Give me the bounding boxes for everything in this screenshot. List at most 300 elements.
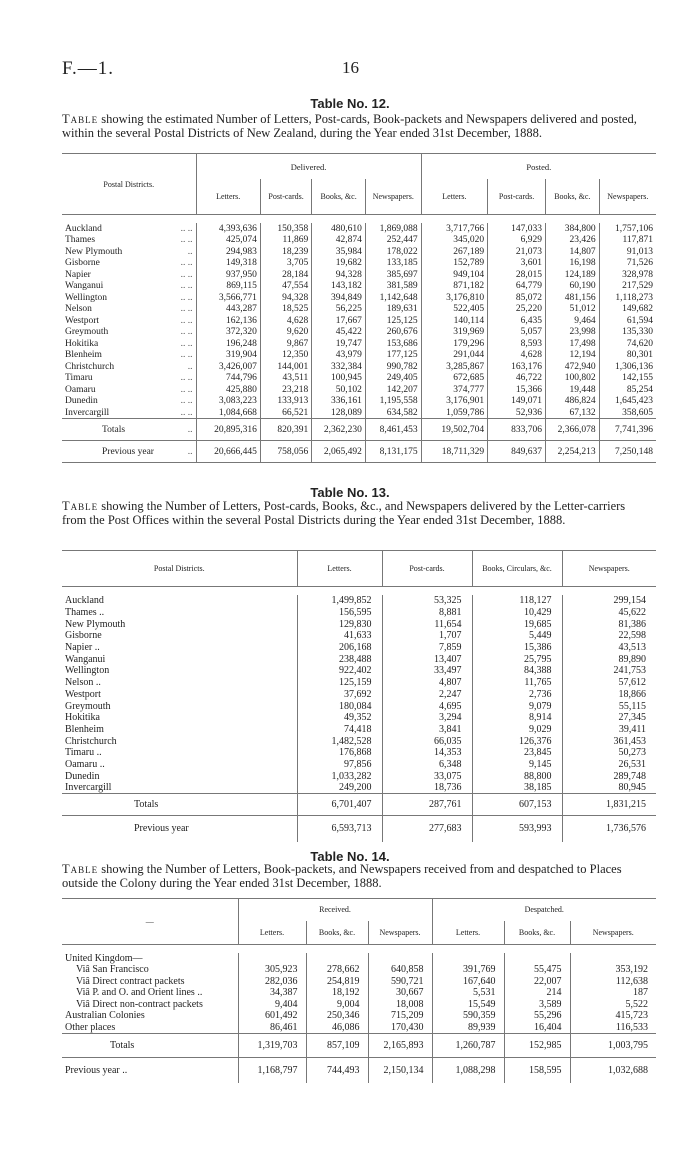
table-cell: 381,589 xyxy=(365,281,421,293)
table-row xyxy=(62,999,656,1011)
table-cell: 28,184 xyxy=(260,269,311,281)
table12-col-header: Post-cards. xyxy=(488,179,546,214)
table-cell: 55,115 xyxy=(562,700,656,712)
table14-spacer-cell xyxy=(62,945,656,954)
district-name: Thames xyxy=(65,235,96,246)
table-cell: 2,150,134 xyxy=(368,1057,432,1083)
table-cell: 178,022 xyxy=(365,246,421,258)
table-cell: 7,250,148 xyxy=(599,441,656,463)
table-cell: 319,969 xyxy=(421,327,487,339)
table13-title: Table No. 13. xyxy=(310,485,390,500)
table-cell: 305,923 xyxy=(238,964,306,976)
table13-caption xyxy=(62,499,642,527)
table-cell: 74,418 xyxy=(297,724,382,736)
table-cell: 126,376 xyxy=(472,735,562,747)
table-cell: 84,388 xyxy=(472,665,562,677)
table-cell: 385,697 xyxy=(365,269,421,281)
table-cell: 9,079 xyxy=(472,700,562,712)
table14-caption xyxy=(62,862,642,890)
table-cell: 133,185 xyxy=(365,258,421,270)
table-cell xyxy=(306,953,368,964)
table-cell: 57,612 xyxy=(562,677,656,689)
row-label xyxy=(62,816,297,842)
row-label: Viâ Direct contract packets xyxy=(76,975,185,987)
district-name: Napier .. xyxy=(65,642,100,654)
table-row xyxy=(62,987,656,999)
table12-col-header: Books, &c. xyxy=(312,179,366,214)
table-cell: 345,020 xyxy=(421,235,487,247)
leader-dots: .. .. xyxy=(180,258,193,269)
table-row xyxy=(62,338,656,350)
district-name: Hokitika xyxy=(65,338,99,349)
table-cell: 249,405 xyxy=(365,373,421,385)
table-cell: 238,488 xyxy=(297,653,382,665)
district-name: Blenheim xyxy=(65,723,104,735)
row-label: Other places xyxy=(65,1021,116,1033)
table-cell: 20,895,316 xyxy=(196,419,260,441)
table-cell: 9,404 xyxy=(238,999,306,1011)
table-row xyxy=(62,419,656,441)
table-cell: 949,104 xyxy=(421,269,487,281)
table-cell: 167,640 xyxy=(432,976,504,988)
table-cell: 42,874 xyxy=(312,235,366,247)
table-cell: 206,168 xyxy=(297,642,382,654)
table-row xyxy=(62,677,656,689)
table-cell: 5,449 xyxy=(472,630,562,642)
row-label xyxy=(62,642,297,654)
table-cell: 22,007 xyxy=(504,976,570,988)
table-row xyxy=(62,441,656,463)
district-name: New Plymouth xyxy=(65,618,126,630)
table-row xyxy=(62,665,656,677)
table-cell: 5,531 xyxy=(432,987,504,999)
leader-dots: .. xyxy=(187,446,193,457)
table-cell: 60,190 xyxy=(546,281,600,293)
table-cell: 9,004 xyxy=(306,999,368,1011)
table-cell: 16,404 xyxy=(504,1022,570,1034)
table-row xyxy=(62,246,656,258)
table-cell: 17,498 xyxy=(546,338,600,350)
row-label xyxy=(62,327,196,339)
table-cell: 9,464 xyxy=(546,315,600,327)
table12-col-header: Newspapers. xyxy=(365,179,421,214)
table-cell: 336,161 xyxy=(312,396,366,408)
table-cell: 19,502,704 xyxy=(421,419,487,441)
table-cell: 374,777 xyxy=(421,384,487,396)
table14-col-header: Letters. xyxy=(238,921,306,945)
table-cell: 289,748 xyxy=(562,770,656,782)
leader-dots: .. xyxy=(187,424,193,435)
table-cell: 14,807 xyxy=(546,246,600,258)
table-cell: 287,761 xyxy=(382,794,472,816)
table-row xyxy=(62,396,656,408)
table-cell: 100,945 xyxy=(312,373,366,385)
row-label xyxy=(62,677,297,689)
table-cell: 214 xyxy=(504,987,570,999)
table-cell: 294,983 xyxy=(196,246,260,258)
district-name: Timaru .. xyxy=(65,747,102,759)
table-row xyxy=(62,1033,656,1057)
row-label xyxy=(62,735,297,747)
table-cell: 640,858 xyxy=(368,964,432,976)
table-cell: 152,789 xyxy=(421,258,487,270)
table-cell: 35,984 xyxy=(312,246,366,258)
table-cell: 25,220 xyxy=(488,304,546,316)
table-cell: 6,435 xyxy=(488,315,546,327)
table13-col-header: Post-cards. xyxy=(382,551,472,587)
table-cell: 23,426 xyxy=(546,235,600,247)
table-cell: 8,914 xyxy=(472,712,562,724)
table-cell: 22,598 xyxy=(562,630,656,642)
district-name: Totals xyxy=(134,799,159,811)
table-cell: 149,071 xyxy=(488,396,546,408)
table-cell: 41,633 xyxy=(297,630,382,642)
leader-dots: .. .. xyxy=(180,384,193,395)
row-label xyxy=(62,338,196,350)
table12-spacer-cell xyxy=(62,215,656,224)
table-cell: 26,531 xyxy=(562,759,656,771)
table-row xyxy=(62,770,656,782)
table-cell: 71,526 xyxy=(599,258,656,270)
table-cell: 1,142,648 xyxy=(365,292,421,304)
table14-col-header: Books, &c. xyxy=(306,921,368,945)
row-label: Totals xyxy=(110,1039,135,1051)
table-cell: 49,352 xyxy=(297,712,382,724)
table13 xyxy=(62,550,656,842)
table-cell: 1,869,088 xyxy=(365,223,421,235)
table12 xyxy=(62,153,656,463)
table-cell: 177,125 xyxy=(365,350,421,362)
table-cell: 86,461 xyxy=(238,1022,306,1034)
table12-caption-lead: Table xyxy=(62,112,99,126)
table-cell: 142,207 xyxy=(365,384,421,396)
table-cell: 480,610 xyxy=(312,223,366,235)
row-label xyxy=(62,595,297,607)
table-cell: 46,086 xyxy=(306,1022,368,1034)
table14-caption-text: showing the Number of Letters, Book-packets, and Newspapers received from and despatched to Places outside the Colony during the Year ended 31st December, 1888. xyxy=(62,862,622,890)
table-cell: 180,084 xyxy=(297,700,382,712)
table-cell: 278,662 xyxy=(306,964,368,976)
page-number: 16 xyxy=(342,58,359,77)
table-cell: 16,198 xyxy=(546,258,600,270)
table-cell: 593,993 xyxy=(472,816,562,842)
table-cell: 135,330 xyxy=(599,327,656,339)
district-name: Napier xyxy=(65,269,91,280)
district-name: Previous year xyxy=(134,823,189,835)
table-cell: 33,497 xyxy=(382,665,472,677)
row-label xyxy=(62,304,196,316)
table-cell: 53,325 xyxy=(382,595,472,607)
table-cell: 23,218 xyxy=(260,384,311,396)
district-name: Gisborne xyxy=(65,258,100,269)
table-cell: 56,225 xyxy=(312,304,366,316)
table-cell: 871,182 xyxy=(421,281,487,293)
table-cell: 486,824 xyxy=(546,396,600,408)
table-cell: 590,721 xyxy=(368,976,432,988)
table-cell: 162,136 xyxy=(196,315,260,327)
table-cell: 18,736 xyxy=(382,782,472,794)
table-row xyxy=(62,759,656,771)
leader-dots: .. .. xyxy=(180,407,193,418)
table-row xyxy=(62,292,656,304)
table-row xyxy=(62,653,656,665)
table-cell: 19,448 xyxy=(546,384,600,396)
row-label xyxy=(62,361,196,373)
table-cell: 61,594 xyxy=(599,315,656,327)
table-cell: 45,622 xyxy=(562,607,656,619)
table-cell: 8,881 xyxy=(382,607,472,619)
table-cell: 66,521 xyxy=(260,407,311,419)
table-cell: 43,511 xyxy=(260,373,311,385)
table-cell: 23,845 xyxy=(472,747,562,759)
table-cell: 128,089 xyxy=(312,407,366,419)
table-cell: 64,779 xyxy=(488,281,546,293)
table-cell: 85,254 xyxy=(599,384,656,396)
table-cell: 47,554 xyxy=(260,281,311,293)
table-row xyxy=(62,269,656,281)
table-cell: 158,595 xyxy=(504,1057,570,1083)
district-name: Oamaru xyxy=(65,384,96,395)
row-label xyxy=(62,441,196,463)
table-cell: 472,940 xyxy=(546,361,600,373)
table-cell: 52,936 xyxy=(488,407,546,419)
table-cell: 6,701,407 xyxy=(297,794,382,816)
table-cell: 715,209 xyxy=(368,1010,432,1022)
table-cell: 1,645,423 xyxy=(599,396,656,408)
table-cell: 990,782 xyxy=(365,361,421,373)
table-cell: 415,723 xyxy=(570,1010,656,1022)
table-row xyxy=(62,964,656,976)
table-cell: 45,422 xyxy=(312,327,366,339)
table-cell: 11,654 xyxy=(382,618,472,630)
table-cell: 833,706 xyxy=(488,419,546,441)
table-cell: 3,083,223 xyxy=(196,396,260,408)
table-cell: 55,475 xyxy=(504,964,570,976)
table-row xyxy=(62,304,656,316)
district-name: Totals xyxy=(102,424,126,435)
document-ref: F.—1. xyxy=(62,58,115,79)
table-cell: 277,683 xyxy=(382,816,472,842)
table-row xyxy=(62,235,656,247)
table-cell: 89,890 xyxy=(562,653,656,665)
table-cell: 20,666,445 xyxy=(196,441,260,463)
table-cell: 100,802 xyxy=(546,373,600,385)
table-cell: 1,118,273 xyxy=(599,292,656,304)
district-name: Nelson .. xyxy=(65,677,101,689)
row-label: Australian Colonies xyxy=(65,1010,145,1022)
district-name: Hokitika xyxy=(65,712,100,724)
district-name: Westport xyxy=(65,688,101,700)
table-cell: 14,353 xyxy=(382,747,472,759)
table-cell: 94,328 xyxy=(312,269,366,281)
table-cell: 8,131,175 xyxy=(365,441,421,463)
table-cell: 176,868 xyxy=(297,747,382,759)
district-name: Auckland xyxy=(65,223,102,234)
table14-group-received: Received. xyxy=(238,899,432,921)
table-row xyxy=(62,315,656,327)
table12-caption xyxy=(62,112,642,140)
row-label xyxy=(62,258,196,270)
district-name: New Plymouth xyxy=(65,246,123,257)
table-cell: 97,856 xyxy=(297,759,382,771)
table12-group-posted: Posted. xyxy=(421,154,656,180)
table-row xyxy=(62,407,656,419)
table-cell: 15,549 xyxy=(432,999,504,1011)
table13-caption-text: showing the Number of Letters, Post-cards, Books, &c., and Newspapers delivered by the Letter-carriers from the Post Offices within the several Postal Districts during the Year ended 31st December, 1888. xyxy=(62,499,626,527)
table-row xyxy=(62,782,656,794)
table-cell: 1,499,852 xyxy=(297,595,382,607)
row-label xyxy=(62,759,297,771)
row-label xyxy=(62,618,297,630)
leader-dots: .. .. xyxy=(180,338,193,349)
table-cell: 4,628 xyxy=(488,350,546,362)
table-cell: 217,529 xyxy=(599,281,656,293)
table-cell: 4,628 xyxy=(260,315,311,327)
row-label xyxy=(62,794,297,816)
table-cell: 80,301 xyxy=(599,350,656,362)
table-cell: 869,115 xyxy=(196,281,260,293)
table-cell: 1,084,668 xyxy=(196,407,260,419)
table12-col-header: Newspapers. xyxy=(599,179,656,214)
table-cell: 46,722 xyxy=(488,373,546,385)
table-cell: 8,461,453 xyxy=(365,419,421,441)
table-cell: 116,533 xyxy=(570,1022,656,1034)
table-cell: 1,736,576 xyxy=(562,816,656,842)
district-name: Thames .. xyxy=(65,607,105,619)
table-cell: 13,407 xyxy=(382,653,472,665)
table-cell: 937,950 xyxy=(196,269,260,281)
table-cell: 140,114 xyxy=(421,315,487,327)
table14 xyxy=(62,898,656,1083)
table-cell: 353,192 xyxy=(570,964,656,976)
district-name: Greymouth xyxy=(65,327,109,338)
table-cell: 601,492 xyxy=(238,1010,306,1022)
leader-dots: .. .. xyxy=(180,269,193,280)
table-cell: 384,800 xyxy=(546,223,600,235)
table14-group-despatched: Despatched. xyxy=(432,899,656,921)
table-cell: 19,747 xyxy=(312,338,366,350)
table-cell: 481,156 xyxy=(546,292,600,304)
table-cell: 2,165,893 xyxy=(368,1033,432,1057)
table-cell: 252,447 xyxy=(365,235,421,247)
district-name: Christchurch xyxy=(65,735,117,747)
table-cell: 1,831,215 xyxy=(562,794,656,816)
table12-title: Table No. 12. xyxy=(310,96,390,111)
row-label: Viâ San Francisco xyxy=(76,964,149,976)
table-cell: 50,102 xyxy=(312,384,366,396)
table14-spacer xyxy=(62,945,656,954)
table-cell: 1,032,688 xyxy=(570,1057,656,1083)
table-row xyxy=(62,747,656,759)
row-label xyxy=(62,747,297,759)
table-cell: 43,513 xyxy=(562,642,656,654)
table-cell: 147,033 xyxy=(488,223,546,235)
table13-col-header: Newspapers. xyxy=(562,551,656,587)
table14-corner: — xyxy=(62,899,238,945)
table-cell: 1,306,136 xyxy=(599,361,656,373)
table-cell: 66,035 xyxy=(382,735,472,747)
table-cell: 3,841 xyxy=(382,724,472,736)
table12-group-delivered: Delivered. xyxy=(196,154,421,180)
district-name: Timaru xyxy=(65,373,93,384)
table-cell: 607,153 xyxy=(472,794,562,816)
table-cell: 3,705 xyxy=(260,258,311,270)
table-cell: 443,287 xyxy=(196,304,260,316)
table-cell: 30,667 xyxy=(368,987,432,999)
district-name: Invercargill xyxy=(65,407,110,418)
row-label xyxy=(62,665,297,677)
district-name: Gisborne xyxy=(65,630,102,642)
table-cell: 39,411 xyxy=(562,724,656,736)
table-row xyxy=(62,361,656,373)
table-cell: 4,695 xyxy=(382,700,472,712)
table-cell: 15,366 xyxy=(488,384,546,396)
table-cell: 1,319,703 xyxy=(238,1033,306,1057)
table-cell: 23,998 xyxy=(546,327,600,339)
table-cell: 7,859 xyxy=(382,642,472,654)
table-cell: 260,676 xyxy=(365,327,421,339)
table-cell: 142,155 xyxy=(599,373,656,385)
table-cell: 3,294 xyxy=(382,712,472,724)
table-cell: 112,638 xyxy=(570,976,656,988)
district-name: Westport xyxy=(65,315,100,326)
table-cell: 2,366,078 xyxy=(546,419,600,441)
table-cell: 18,866 xyxy=(562,689,656,701)
table-cell: 391,769 xyxy=(432,964,504,976)
table-cell: 81,386 xyxy=(562,618,656,630)
table-cell: 8,593 xyxy=(488,338,546,350)
row-label xyxy=(62,630,297,642)
table-cell: 249,200 xyxy=(297,782,382,794)
district-name: Wellington xyxy=(65,665,110,677)
table-row xyxy=(62,258,656,270)
table-cell: 129,830 xyxy=(297,618,382,630)
table-cell: 149,682 xyxy=(599,304,656,316)
table14-caption-lead: Table xyxy=(62,862,99,876)
row-label xyxy=(62,396,196,408)
table-cell: 85,072 xyxy=(488,292,546,304)
table-row xyxy=(62,223,656,235)
table-row xyxy=(62,618,656,630)
table-cell: 50,273 xyxy=(562,747,656,759)
table12-col-header: Post-cards. xyxy=(260,179,311,214)
district-name: Dunedin xyxy=(65,396,98,407)
table-cell: 267,189 xyxy=(421,246,487,258)
table-row xyxy=(62,712,656,724)
table13-col-header: Postal Districts. xyxy=(153,564,205,573)
table-cell: 43,979 xyxy=(312,350,366,362)
table-cell: 328,978 xyxy=(599,269,656,281)
table-cell: 672,685 xyxy=(421,373,487,385)
table14-col-header: Books, &c. xyxy=(504,921,570,945)
district-name: Nelson xyxy=(65,304,92,315)
table-cell: 3,176,901 xyxy=(421,396,487,408)
table-cell: 6,929 xyxy=(488,235,546,247)
table-cell: 1,707 xyxy=(382,630,472,642)
leader-dots: .. .. xyxy=(180,373,193,384)
district-name: Greymouth xyxy=(65,700,111,712)
table-cell: 150,358 xyxy=(260,223,311,235)
table-cell: 117,871 xyxy=(599,235,656,247)
table-row xyxy=(62,630,656,642)
table14-col-header: Newspapers. xyxy=(368,921,432,945)
row-label xyxy=(62,407,196,419)
table-cell: 3,285,867 xyxy=(421,361,487,373)
table-cell: 6,593,713 xyxy=(297,816,382,842)
table-cell: 152,985 xyxy=(504,1033,570,1057)
table-cell: 11,765 xyxy=(472,677,562,689)
table-cell: 27,345 xyxy=(562,712,656,724)
